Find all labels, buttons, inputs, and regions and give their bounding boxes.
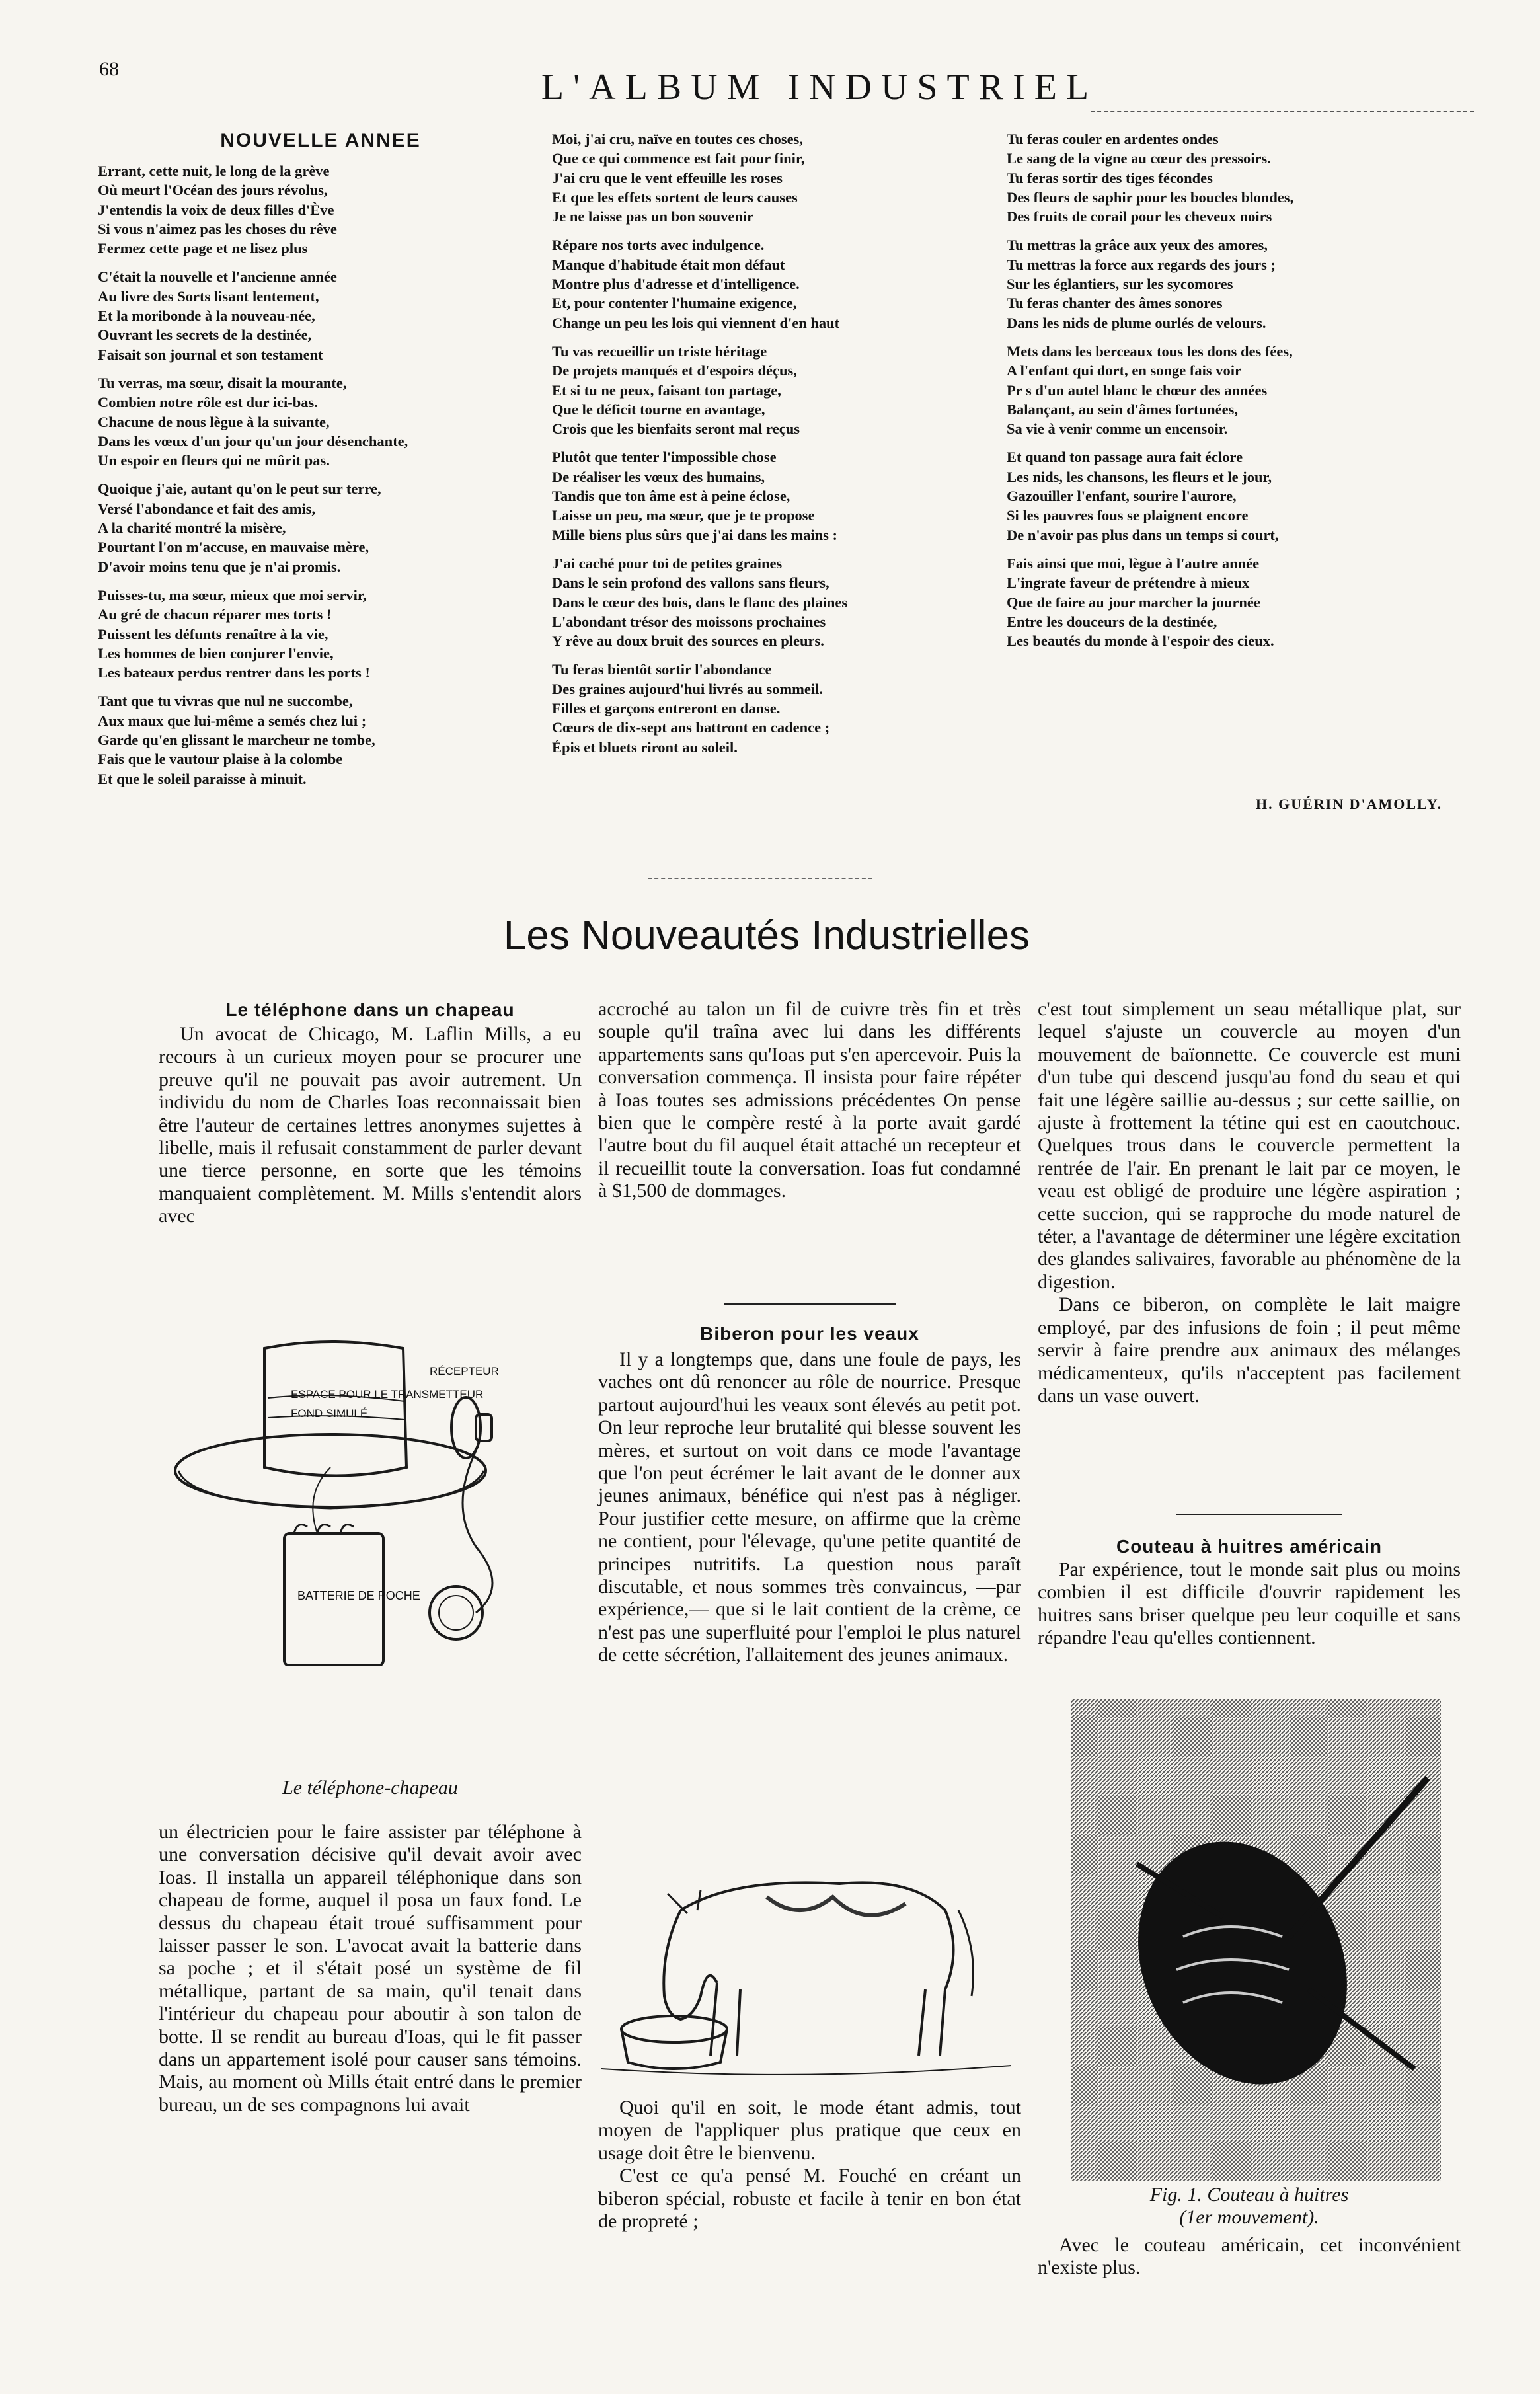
poem-line: Moi, j'ai cru, naïve en toutes ces choses, <box>552 131 803 147</box>
poem-line: Laisse un peu, ma sœur, que je te propose <box>552 507 815 524</box>
poem-line: Les beautés du monde à l'espoir des cieux. <box>1007 633 1274 650</box>
poem-line: Dans les nids de plume ourlés de velours. <box>1007 314 1266 331</box>
poem-line: Garde qu'en glissant le marcheur ne tombe, <box>98 732 375 749</box>
poem-line: Tandis que ton âme est à peine éclose, <box>552 488 790 505</box>
couteau-article-paragraph-2 <box>1038 2234 1461 2280</box>
poem-line: Entre les douceurs de la destinée, <box>1007 613 1217 630</box>
poem-line: De n'avoir pas plus dans un temps si court, <box>1007 526 1279 543</box>
poem-line: A l'enfant qui dort, en songe fais voir <box>1007 362 1242 379</box>
poem-line: Errant, cette nuit, le long de la grève <box>98 163 330 179</box>
telephone-article-paragraph-2 <box>159 1821 582 2116</box>
poem-line: Et si tu ne peux, faisant ton partage, <box>552 381 781 399</box>
poem-title: NOUVELLE ANNEE <box>220 130 421 151</box>
poem-stanza <box>552 447 1008 544</box>
figure-label: BATTERIE DE POCHE <box>297 1589 420 1602</box>
paragraph: Par expérience, tout le monde sait plus ou moins combien il est difficile d'ouvrir rapidement les huitres sans briser quelque peu leur coquille et sans répandre l'eau qu'elles contiennent. <box>1038 1559 1461 1649</box>
poem-line: Si vous n'aimez pas les choses du rêve <box>98 220 337 237</box>
poem-line: Où meurt l'Océan des jours révolus, <box>98 182 328 199</box>
paragraph: Il y a longtemps que, dans une foule de pays, les vaches ont dû renoncer au rôle de nourrice. Presque partout aujourd'hui les veaux sont élevés au petit pot. On leur reproche leur brutalité qui blesse souvent les mères, et surtout on voit dans ce mode l'avantage que l'on peut écrémer le lait avant de le donner aux jeunes animaux, bénéfice qui n'est pas à négliger. Pour justifier cette mesure, on affirme que la crème ne contient, pour l'élevage, qu'une petite quantité de principes nutritifs. La question nous paraît discutable, et nous sommes très convaincus, —par expérience,— que si le lait contient de la crème, ce n'est pas une superfluité pour l'emploi le plus naturel de cette sécrétion, l'allaitement des jeunes animaux. <box>598 1348 1021 1666</box>
poem-line: Des graines aujourd'hui livrés au sommeil. <box>552 680 824 697</box>
poem-line: Combien notre rôle est dur ici-bas. <box>98 394 318 411</box>
biberon-article-continuation <box>1038 998 1461 1407</box>
poem-column-2 <box>552 130 1008 766</box>
poem-line: Tu feras sortir des tiges fécondes <box>1007 169 1213 186</box>
poem-stanza <box>1007 447 1463 544</box>
poem-line: Des fruits de corail pour les cheveux noirs <box>1007 208 1272 225</box>
poem-stanza <box>98 691 547 788</box>
running-title: L'ALBUM INDUSTRIEL <box>541 67 1098 108</box>
calf-head <box>664 1910 717 2019</box>
poem-line: Fais que le vautour plaise à la colombe <box>98 751 343 768</box>
poem-line: Le sang de la vigne au cœur des pressoirs. <box>1007 150 1271 167</box>
poem-stanza <box>552 660 1008 756</box>
poem-line: Que de faire au jour marcher la journée <box>1007 594 1260 611</box>
poem-stanza <box>552 342 1008 438</box>
poem-line: A la charité montré la misère, <box>98 520 286 537</box>
paragraph: Dans ce biberon, on complète le lait maigre employé, par des infusions de foin ; il peut même servir à faire prendre aux animaux des mélanges médicamenteux, qu'ils n'acceptent pas facilement dans un vase ouvert. <box>1038 1294 1461 1407</box>
bucket-rim <box>621 2016 727 2042</box>
poem-stanza <box>552 130 1008 226</box>
paragraph: Avec le couteau américain, cet inconvénient n'existe plus. <box>1038 2234 1461 2279</box>
paragraph: accroché au talon un fil de cuivre très fin et très souple qu'il traîna avec lui dans les différents appartements sans qu'Ioas put s'en apercevoir. Puis la conversation commença. Il insista pour faire répéter à Ioas toutes ses admissions précédentes On pense bien que le compère resté à la porte avait gardé l'autre bout du fil auquel était attaché un recepteur et il recueillit toute la conversation. Ioas fut condamné à $1,500 de dommages. <box>598 998 1021 1202</box>
telephone-article-continuation <box>598 998 1021 1203</box>
caption-line: (1er mouvement). <box>1179 2206 1319 2228</box>
telephone-figure-caption: Le téléphone-chapeau <box>282 1777 458 1798</box>
poem-line: Tu feras couler en ardentes ondes <box>1007 131 1219 147</box>
poem-line: Balançant, au sein d'âmes fortunées, <box>1007 401 1239 418</box>
biberon-article-paragraph-1 <box>598 1348 1021 1667</box>
poem-line: Épis et bluets riront au soleil. <box>552 738 738 755</box>
poem-line: Puisses-tu, ma sœur, mieux que moi servir, <box>98 586 367 603</box>
poem-line: J'entendis la voix de deux filles d'Ève <box>98 201 334 218</box>
oyster-knife-illustration <box>1071 1699 1441 2181</box>
poem-line: Change un peu les lois qui viennent d'en haut <box>552 314 840 331</box>
poem-line: Gazouiller l'enfant, sourire l'aurore, <box>1007 488 1237 505</box>
poem-line: L'abondant trésor des moissons prochaines <box>552 613 826 630</box>
poem-line: Au gré de chacun réparer mes torts ! <box>98 606 332 623</box>
caption-line: Fig. 1. Couteau à huitres <box>1149 2184 1349 2206</box>
wire-coil <box>430 1586 482 1639</box>
poem-stanza <box>98 267 547 364</box>
poem-line: Puissent les défunts renaître à la vie, <box>98 625 328 642</box>
poem-line: Pourtant l'on m'accuse, en mauvaise mère, <box>98 539 369 556</box>
poem-stanza <box>98 161 547 258</box>
poem-line: Faisait son journal et son testament <box>98 346 323 363</box>
couteau-article-paragraph-1 <box>1038 1559 1461 1650</box>
poem-line: Sa vie à venir comme un encensoir. <box>1007 420 1228 438</box>
poem-line: De projets manqués et d'espoirs déçus, <box>552 362 797 379</box>
telephone-hat-illustration <box>165 1335 575 1666</box>
poem-line: Filles et garçons entreront en danse. <box>552 700 781 717</box>
poem-line: Les nids, les chansons, les fleurs et le jour, <box>1007 468 1272 485</box>
poem-line: De réaliser les vœux des humains, <box>552 468 765 485</box>
poem-line: Les hommes de bien conjurer l'envie, <box>98 644 334 662</box>
poem-line: Et que le soleil paraisse à minuit. <box>98 770 307 787</box>
poem-line: Dans le sein profond des vallons sans fleurs, <box>552 574 829 592</box>
page-number: 68 <box>99 58 119 80</box>
poem-line: Cœurs de dix-sept ans battront en cadence ; <box>552 719 830 736</box>
poem-stanza <box>552 554 1008 650</box>
poem-line: Tu mettras la force aux regards des jours ; <box>1007 256 1276 273</box>
poem-line: Si les pauvres fous se plaignent encore <box>1007 507 1249 524</box>
poem-line: J'ai caché pour toi de petites graines <box>552 555 783 572</box>
section-divider <box>648 878 872 879</box>
poem-line: Versé l'abondance et fait des amis, <box>98 500 316 517</box>
biberon-article-paragraph-2 <box>598 2097 1021 2233</box>
poem-stanza <box>1007 235 1463 332</box>
poem-line: D'avoir moins tenu que je n'ai promis. <box>98 558 341 575</box>
poem-stanza <box>1007 342 1463 438</box>
paragraph: Quoi qu'il en soit, le mode étant admis, tout moyen de l'appliquer plus pratique que ceux en usage doit être le bienvenu. <box>598 2097 1021 2164</box>
poem-line: Je ne laisse pas un bon souvenir <box>552 208 754 225</box>
poem-line: Et la moribonde à la nouveau-née, <box>98 307 315 325</box>
telephone-article-paragraph-1 <box>159 1023 582 1228</box>
poem-stanza <box>1007 554 1463 650</box>
poem-line: Les bateaux perdus rentrer dans les ports ! <box>98 664 370 681</box>
poem-line: Tu feras chanter des âmes sonores <box>1007 295 1223 312</box>
poem-line: Y rêve au doux bruit des sources en pleurs. <box>552 633 824 650</box>
poem-stanza <box>1007 130 1463 226</box>
figure-label: RÉCEPTEUR <box>430 1365 499 1377</box>
poem-line: Tu verras, ma sœur, disait la mourante, <box>98 374 347 391</box>
poem-line: Que ce qui commence est fait pour finir, <box>552 150 805 167</box>
poem-line: Aux maux que lui-même a semés chez lui ; <box>98 712 367 729</box>
poem-line: Ouvrant les secrets de la destinée, <box>98 327 312 344</box>
couteau-figure-caption <box>1038 2184 1461 2229</box>
poem-line: Fermez cette page et ne lisez plus <box>98 240 308 257</box>
poem-line: Répare nos torts avec indulgence. <box>552 237 765 254</box>
paragraph: Un avocat de Chicago, M. Laflin Mills, a eu recours à un curieux moyen pour se procurer une preuve qu'il ne pouvait pas avoir autrement. Un individu du nom de Charles Ioas reconnaissait bien être l'auteur de certaines lettres anonymes sujettes à libelle, mais il refusait constamment de parler devant une tierce personne, en sorte que les témoins manquaient complètement. M. Mills s'entendit alors avec <box>159 1023 582 1227</box>
poem-line: Des fleurs de saphir pour les boucles blondes, <box>1007 188 1294 206</box>
poem-line: Chacune de nous lègue à la suivante, <box>98 413 330 430</box>
poem-line: C'était la nouvelle et l'ancienne année <box>98 268 337 286</box>
section-title: Les Nouveautés Industrielles <box>503 913 1030 958</box>
poem-line: Au livre des Sorts lisant lentement, <box>98 288 319 305</box>
poem-stanza <box>552 235 1008 332</box>
poem-line: Quoique j'aie, autant qu'on le peut sur terre, <box>98 481 381 498</box>
poem-line: Tu feras bientôt sortir l'abondance <box>552 661 772 678</box>
article-divider <box>724 1303 896 1305</box>
article-divider <box>1176 1514 1342 1515</box>
poem-line: L'ingrate faveur de prétendre à mieux <box>1007 574 1250 592</box>
poem-line: Mille biens plus sûrs que j'ai dans les mains : <box>552 526 837 543</box>
poem-line: Sur les églantiers, sur les sycomores <box>1007 276 1233 293</box>
poem-line: J'ai cru que le vent effeuille les roses <box>552 169 783 186</box>
poem-column-3 <box>1007 130 1463 660</box>
poem-line: Pr s d'un autel blanc le chœur des années <box>1007 381 1268 399</box>
poem-line: Tu vas recueillir un triste héritage <box>552 342 767 360</box>
poem-column-1 <box>98 161 547 798</box>
poem-line: Dans les vœux d'un jour qu'un jour désenchante, <box>98 432 408 449</box>
paragraph: c'est tout simplement un seau métallique plat, sur lequel s'ajuste un couvercle au moyen d'un mouvement de baïonnette. Ce couvercle est muni d'un tube qui descend jusqu'au fond du seau et qui fait une légère saillie au-dessus ; sur cette saillie, on ajuste à frottement la tétine qui est en caoutchouc. Quelques trous dans le couvercle permettent la rentrée de l'air. En prenant le lait par ce moyen, le veau est obligé de produire une légère aspiration ; cette succion, qui se rapproche du mode naturel de téter, a l'avantage de déterminer une légère excitation des glandes salivaires, favorable au phénomène de la digestion. <box>1038 998 1461 1293</box>
header-rule <box>1091 111 1474 112</box>
biberon-article-heading: Biberon pour les veaux <box>700 1323 919 1344</box>
couteau-article-heading: Couteau à huitres américain <box>1116 1536 1382 1557</box>
poem-stanza <box>98 479 547 576</box>
paragraph: C'est ce qu'a pensé M. Fouché en créant un biberon spécial, robuste et facile à tenir en bon état de propreté ; <box>598 2165 1021 2233</box>
poem-line: Mets dans les berceaux tous les dons des fées, <box>1007 342 1293 360</box>
poem-line: Que le déficit tourne en avantage, <box>552 401 765 418</box>
figure-label: FOND SIMULÉ <box>291 1407 368 1420</box>
poem-line: Dans le cœur des bois, dans le flanc des plaines <box>552 594 848 611</box>
paragraph: un électricien pour le faire assister par téléphone à une conversation décisive qu'il devait avoir avec Ioas. Il installa un appareil téléphonique dans son chapeau de forme, auquel il posa un faux fond. Le dessus du chapeau était troué suffisamment pour laisser passer le son. L'avocat avait la batterie dans sa poche ; et il s'était posé un système de fil métallique, partant de sa main, qu'il tenait dans l'intérieur du chapeau pour aboutir à son talon de botte. Il se rendit au bureau d'Ioas, qui le fit passer dans un appartement isolé pour causer sans témoins. Mais, au moment où Mills était entré dans le premier bureau, un de ses compagnons lui avait <box>159 1821 582 2116</box>
poem-line: Crois que les bienfaits seront mal reçus <box>552 420 800 438</box>
poem-line: Et, pour contenter l'humaine exigence, <box>552 295 797 312</box>
calf-drinking-illustration <box>601 1831 1011 2082</box>
poem-line: Manque d'habitude était mon défaut <box>552 256 785 273</box>
poem-line: Et quand ton passage aura fait éclore <box>1007 449 1243 466</box>
poem-line: Plutôt que tenter l'impossible chose <box>552 449 777 466</box>
poem-line: Tu mettras la grâce aux yeux des amores, <box>1007 237 1268 254</box>
poem-line: Un espoir en fleurs qui ne mûrit pas. <box>98 452 330 469</box>
poem-line: Montre plus d'adresse et d'intelligence. <box>552 276 800 293</box>
poem-line: Fais ainsi que moi, lègue à l'autre année <box>1007 555 1260 572</box>
figure-label: ESPACE POUR LE TRANSMETTEUR <box>291 1388 484 1401</box>
poem-stanza <box>98 586 547 682</box>
poem-line: Tant que tu vivras que nul ne succombe, <box>98 693 353 710</box>
poem-stanza <box>98 373 547 470</box>
poem-signature: H. GUÉRIN D'AMOLLY. <box>1256 796 1443 812</box>
poem-line: Et que les effets sortent de leurs causes <box>552 188 798 206</box>
telephone-article-heading: Le téléphone dans un chapeau <box>225 999 515 1020</box>
